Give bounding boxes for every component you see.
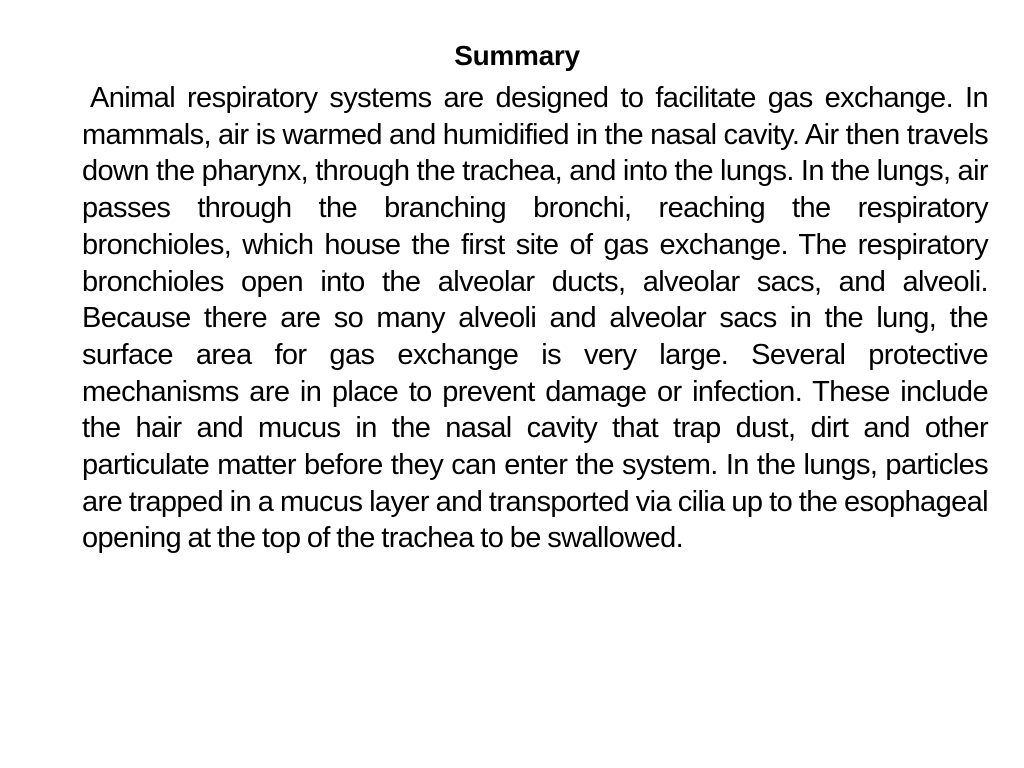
slide-title: Summary bbox=[454, 40, 580, 71]
summary-paragraph: Animal respiratory systems are designed to facilitate gas exchange. In mammals, air is warmed and humidified in the nasal cavity. Air then travels down the pharynx, through the trachea, and into the lungs. In the lungs, air passes through the branching bronchi, reaching the respiratory bronchioles, which house the first site of gas exchange. The respiratory bronchioles open into the alveolar ducts, alveolar sacs, and alveoli. Because there are so many alveoli and alveolar sacs in the lung, the surface area for gas exchange is very large. Several protective mechanisms are in place to prevent damage or infection. These include the hair and mucus in the nasal cavity that trap dust, dirt and other particulate matter before they can enter the system. In the lungs, particles are trapped in a mucus layer and transported via cilia up to the esophageal opening at the top of the trachea to be swallowed. bbox=[82, 82, 988, 555]
